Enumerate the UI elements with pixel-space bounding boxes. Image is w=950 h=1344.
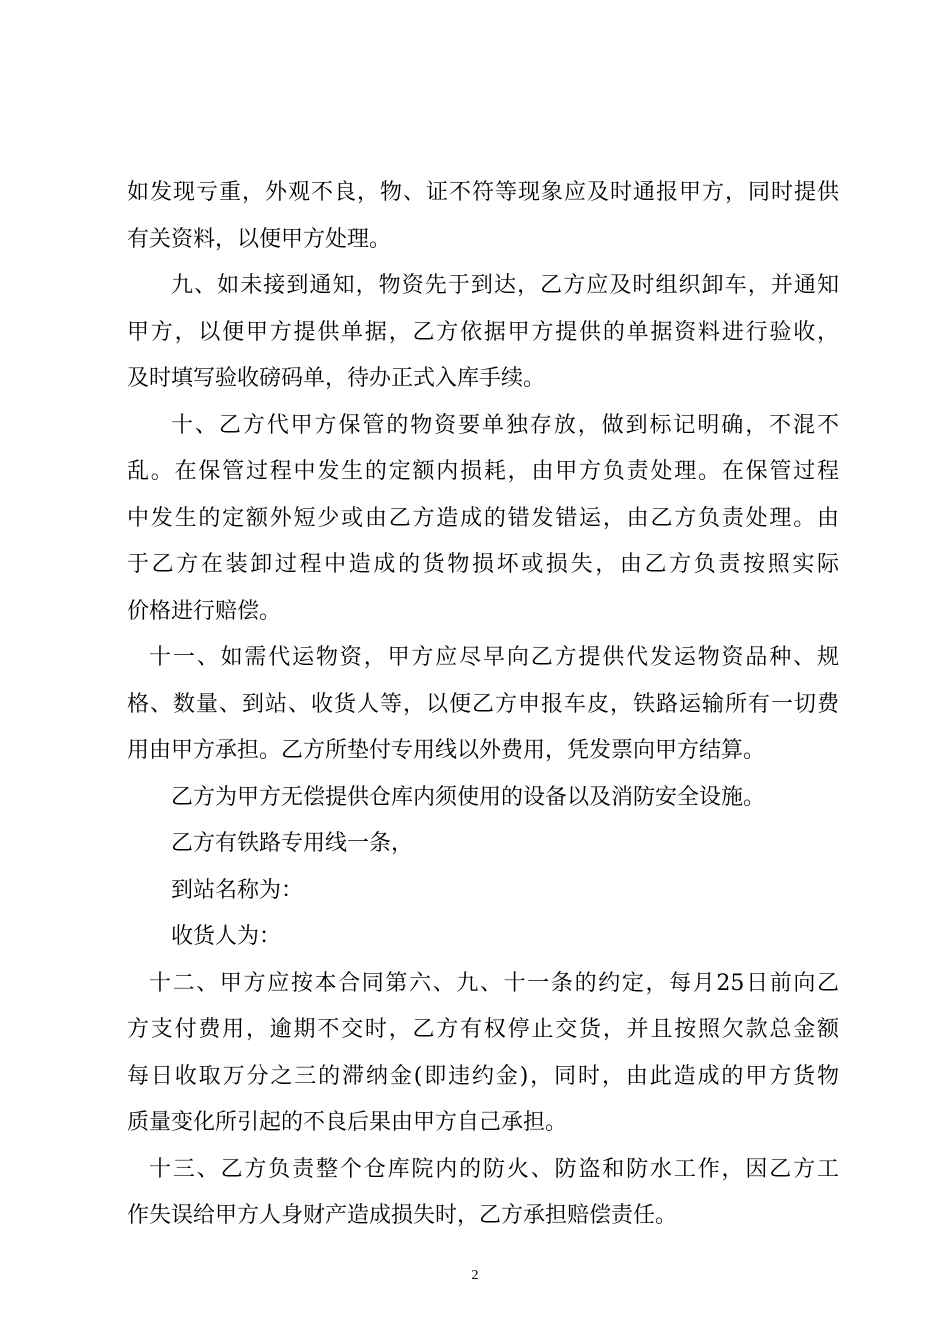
text-line: 于乙方在装卸过程中造成的货物损坏或损失，由乙方负责按照实际 <box>127 552 839 577</box>
text-line: 乙方有铁路专用线一条， <box>171 831 414 856</box>
page-number: 2 <box>471 1268 479 1283</box>
text-line: 作失误给甲方人身财产造成损失时，乙方承担赔偿责任。 <box>127 1203 678 1228</box>
text-line: 有关资料，以便甲方处理。 <box>127 226 392 252</box>
text-line: 乱。在保管过程中发生的定额内损耗，由甲方负责处理。在保管过程 <box>127 459 839 484</box>
text-line: 甲方，以便甲方提供单据，乙方依据甲方提供的单据资料进行验收， <box>127 319 839 345</box>
paragraph <box>127 1147 839 1240</box>
text-line: 格、数量、到站、收货人等，以便乙方申报车皮，铁路运输所有一切费 <box>127 691 839 717</box>
text-line: 九、如未接到通知，物资先于到达，乙方应及时组织卸车，并通知 <box>171 273 839 298</box>
text-line: 如发现亏重，外观不良，物、证不符等现象应及时通报甲方，同时提供 <box>127 180 839 205</box>
text-line: 每日收取万分之三的滞纳金(即违约金)，同时，由此造成的甲方货物 <box>127 1063 839 1089</box>
paragraph <box>127 914 839 961</box>
text-line: 方支付费用，逾期不交时，乙方有权停止交货，并且按照欠款总金额 <box>127 1017 839 1042</box>
paragraph <box>127 868 839 915</box>
document-body <box>127 170 839 1240</box>
text-line: 十、乙方代甲方保管的物资要单独存放，做到标记明确，不混不 <box>171 412 839 438</box>
text-line: 及时填写验收磅码单，待办正式入库手续。 <box>127 366 546 391</box>
paragraph <box>127 961 839 1147</box>
paragraph <box>127 821 839 868</box>
paragraph <box>127 775 839 822</box>
text-line: 十二、甲方应按本合同第六、九、十一条的约定，每月25日前向乙 <box>149 970 839 996</box>
text-line: 中发生的定额外短少或由乙方造成的错发错运，由乙方负责处理。由 <box>127 505 839 531</box>
text-line: 到站名称为： <box>171 877 304 903</box>
paragraph <box>127 635 839 775</box>
text-line: 乙方为甲方无偿提供仓库内须使用的设备以及消防安全设施。 <box>171 784 766 810</box>
text-line: 价格进行赔偿。 <box>127 598 282 624</box>
paragraph <box>127 170 839 263</box>
paragraph <box>127 403 839 636</box>
text-line: 十一、如需代运物资，甲方应尽早向乙方提供代发运物资品种、规 <box>149 645 839 670</box>
text-line: 收货人为： <box>171 924 282 949</box>
text-line: 质量变化所引起的不良后果由甲方自己承担。 <box>127 1110 568 1135</box>
text-line: 用由甲方承担。乙方所垫付专用线以外费用，凭发票向甲方结算。 <box>127 738 766 763</box>
text-line: 十三、乙方负责整个仓库院内的防火、防盗和防水工作，因乙方工 <box>149 1156 839 1182</box>
paragraph <box>127 263 839 403</box>
